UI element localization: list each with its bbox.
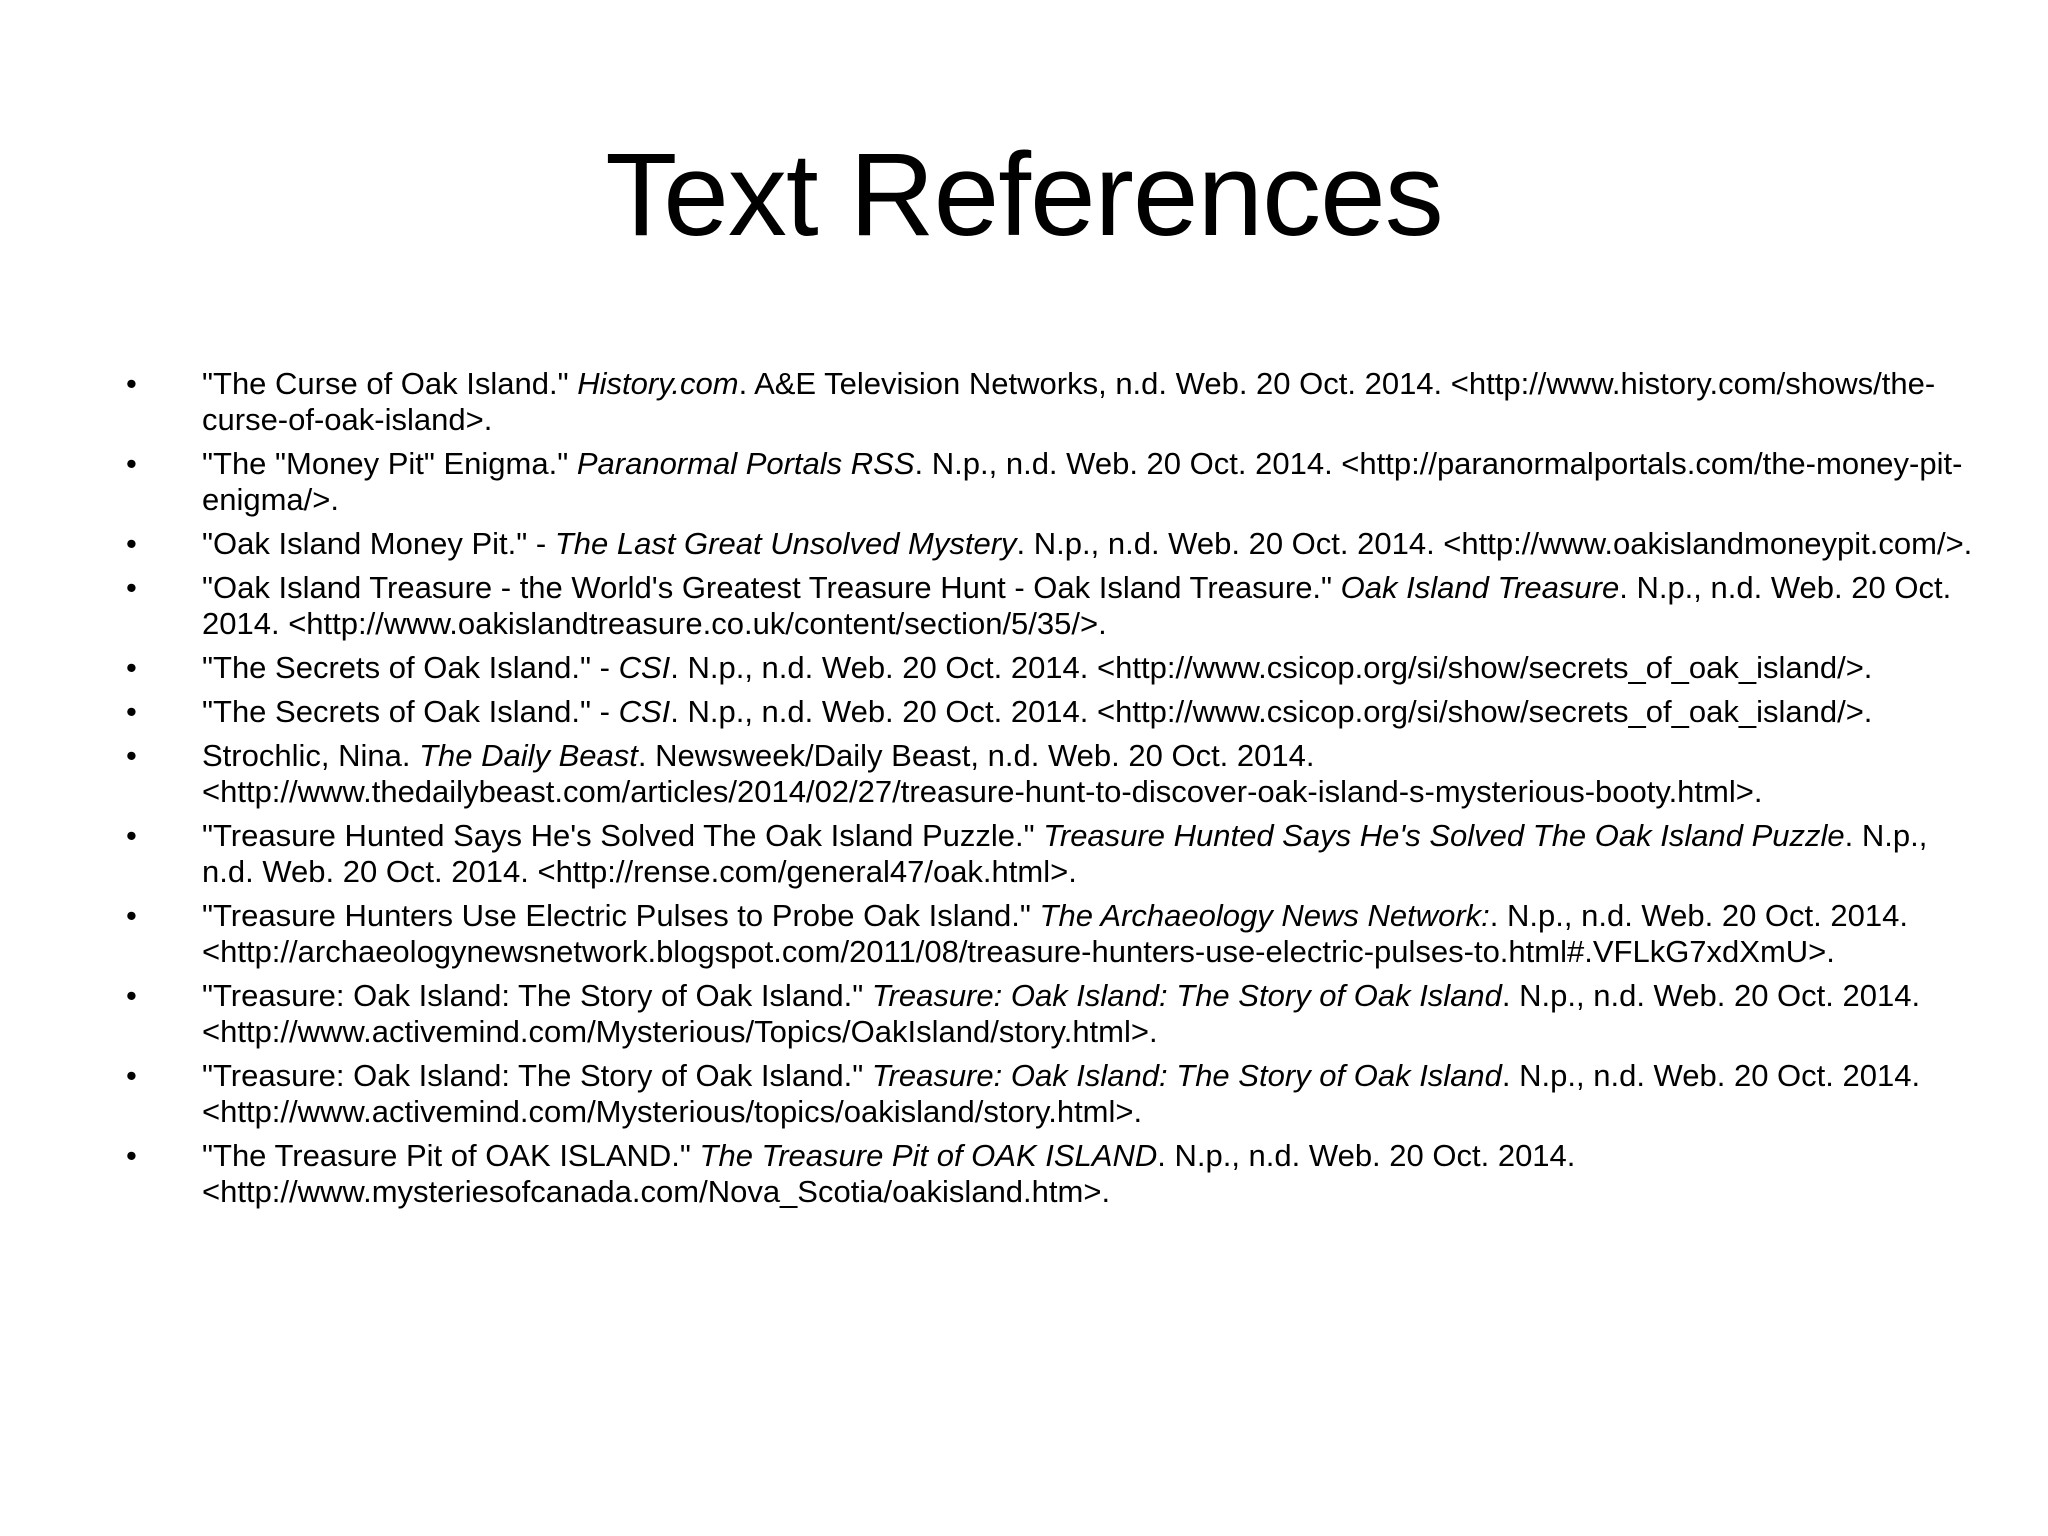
reference-title: Strochlic, Nina. (202, 738, 420, 773)
reference-title: "Oak Island Treasure - the World's Greatest Treasure Hunt - Oak Island Treasure." (202, 570, 1341, 605)
reference-details: . N.p., n.d. Web. 20 Oct. 2014. <http://archaeologynewsnetwork.blogspot.com/2011/08/treasure-hunters-use-electric-pulses-to.html#.VFLkG7xdXmU>. (202, 898, 1908, 969)
bullet-icon: • (126, 526, 137, 561)
reference-text (202, 1058, 1978, 1130)
reference-details: . N.p., n.d. Web. 20 Oct. 2014. <http://www.mysteriesofcanada.com/Nova_Scotia/oakisland.htm>. (202, 1138, 1576, 1209)
bullet-icon: • (126, 694, 137, 729)
reference-text (202, 818, 1978, 890)
reference-text (202, 1138, 1978, 1210)
bullet-icon: • (126, 738, 137, 773)
reference-source: CSI (618, 650, 671, 685)
reference-title: "Treasure Hunted Says He's Solved The Oak Island Puzzle." (202, 818, 1044, 853)
reference-item (118, 1138, 1978, 1210)
reference-title: "The Secrets of Oak Island." - (202, 694, 619, 729)
reference-source: Treasure: Oak Island: The Story of Oak Island (871, 1058, 1502, 1093)
reference-text (202, 526, 1978, 562)
reference-text (202, 366, 1978, 438)
reference-source: Treasure Hunted Says He's Solved The Oak Island Puzzle (1043, 818, 1845, 853)
reference-item (118, 694, 1978, 730)
bullet-icon: • (126, 446, 137, 481)
reference-details: . A&E Television Networks, n.d. Web. 20 Oct. 2014. <http://www.history.com/shows/the-curse-of-oak-island>. (202, 366, 1936, 437)
reference-source: The Daily Beast (419, 738, 638, 773)
bullet-icon: • (126, 1138, 137, 1173)
reference-details: . N.p., n.d. Web. 20 Oct. 2014. <http://www.csicop.org/si/show/secrets_of_oak_island/>. (670, 694, 1873, 729)
bullet-icon: • (126, 1058, 137, 1093)
reference-title: "Treasure Hunters Use Electric Pulses to Probe Oak Island." (202, 898, 1040, 933)
reference-item (118, 570, 1978, 642)
reference-details: . N.p., n.d. Web. 20 Oct. 2014. <http://www.csicop.org/si/show/secrets_of_oak_island/>. (670, 650, 1873, 685)
reference-title: "The Secrets of Oak Island." - (202, 650, 619, 685)
reference-list (118, 366, 1978, 1218)
reference-details: . Newsweek/Daily Beast, n.d. Web. 20 Oct. 2014. <http://www.thedailybeast.com/articles/2014/02/27/treasure-hunt-to-discover-oak-island-s-mysterious-booty.html>. (202, 738, 1763, 809)
reference-title: "Treasure: Oak Island: The Story of Oak Island." (202, 978, 872, 1013)
reference-source: History.com (577, 366, 739, 401)
reference-text (202, 978, 1978, 1050)
reference-item (118, 978, 1978, 1050)
reference-title: "The Curse of Oak Island." (202, 366, 578, 401)
reference-item (118, 366, 1978, 438)
reference-item (118, 650, 1978, 686)
reference-details: . N.p., n.d. Web. 20 Oct. 2014. <http://www.activemind.com/Mysterious/topics/oakisland/story.html>. (202, 1058, 1921, 1129)
bullet-icon: • (126, 366, 137, 401)
reference-item (118, 738, 1978, 810)
reference-details: . N.p., n.d. Web. 20 Oct. 2014. <http://www.activemind.com/Mysterious/Topics/OakIsland/story.html>. (202, 978, 1921, 1049)
reference-text (202, 898, 1978, 970)
reference-source: The Last Great Unsolved Mystery (554, 526, 1017, 561)
reference-title: "The Treasure Pit of OAK ISLAND." (202, 1138, 700, 1173)
reference-item (118, 818, 1978, 890)
reference-item (118, 526, 1978, 562)
reference-details: . N.p., n.d. Web. 20 Oct. 2014. <http://www.oakislandmoneypit.com/>. (1016, 526, 1973, 561)
reference-details: . N.p., n.d. Web. 20 Oct. 2014. <http://rense.com/general47/oak.html>. (202, 818, 1928, 889)
reference-item (118, 898, 1978, 970)
reference-source: Paranormal Portals RSS (576, 446, 915, 481)
bullet-icon: • (126, 978, 137, 1013)
bullet-icon: • (126, 898, 137, 933)
bullet-icon: • (126, 570, 137, 605)
reference-text (202, 738, 1978, 810)
reference-title: "Treasure: Oak Island: The Story of Oak Island." (202, 1058, 872, 1093)
bullet-icon: • (126, 650, 137, 685)
reference-item (118, 446, 1978, 518)
reference-text (202, 650, 1978, 686)
reference-source: Treasure: Oak Island: The Story of Oak Island (871, 978, 1502, 1013)
reference-text (202, 570, 1978, 642)
reference-source: The Archaeology News Network: (1039, 898, 1490, 933)
reference-source: Oak Island Treasure (1340, 570, 1620, 605)
reference-source: CSI (618, 694, 671, 729)
reference-title: "Oak Island Money Pit." - (202, 526, 555, 561)
reference-details: . N.p., n.d. Web. 20 Oct. 2014. <http://www.oakislandtreasure.co.uk/content/section/5/35/>. (202, 570, 1952, 641)
reference-source: The Treasure Pit of OAK ISLAND (699, 1138, 1158, 1173)
bullet-icon: • (126, 818, 137, 853)
reference-text (202, 446, 1978, 518)
reference-details: . N.p., n.d. Web. 20 Oct. 2014. <http://paranormalportals.com/the-money-pit-enigma/>. (202, 446, 1963, 517)
reference-title: "The "Money Pit" Enigma." (202, 446, 577, 481)
slide-title: Text References (605, 129, 1443, 261)
reference-text (202, 694, 1978, 730)
reference-item (118, 1058, 1978, 1130)
